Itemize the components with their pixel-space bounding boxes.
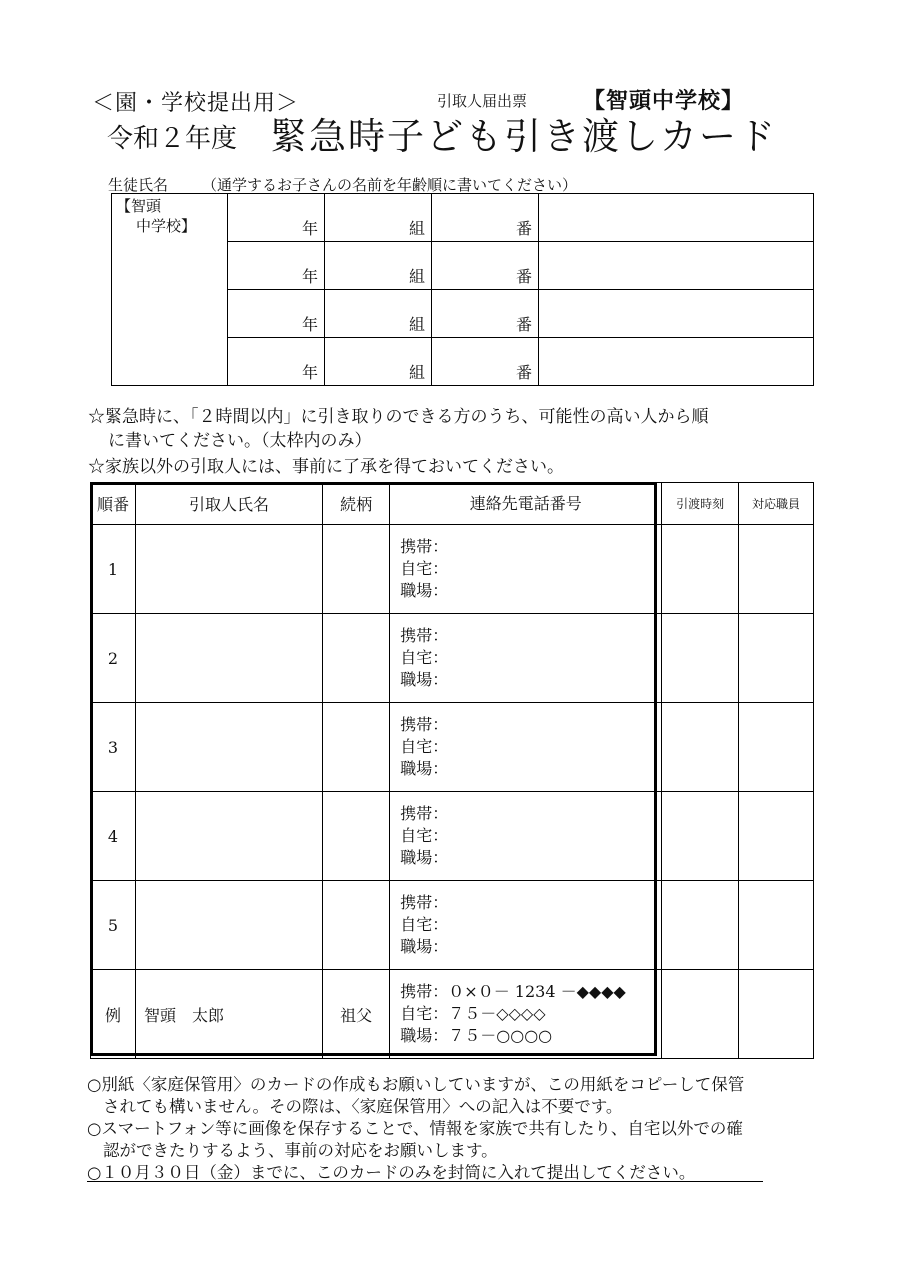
student-name-field[interactable]	[539, 242, 814, 290]
header-no: 順番	[91, 483, 136, 525]
number-field[interactable]: 番	[432, 242, 539, 290]
example-home: 自宅：７５－◇◇◇◇	[400, 1004, 546, 1023]
instruction-note-1: ☆緊急時に、「２時間以内」に引き取りのできる方のうち、可能性の高い人から順	[88, 407, 709, 427]
mobile-label: 携帯：	[400, 537, 449, 556]
staff-field[interactable]	[739, 703, 814, 792]
home-label: 自宅：	[400, 648, 449, 667]
work-label: 職場：	[400, 937, 449, 956]
header-time: 引渡時刻	[662, 483, 739, 525]
number-field[interactable]: 番	[432, 338, 539, 386]
staff-field[interactable]	[739, 614, 814, 703]
student-row	[112, 194, 814, 242]
grade-field[interactable]: 年	[228, 290, 325, 338]
header-tel: 連絡先電話番号	[390, 483, 662, 525]
grade-field[interactable]: 年	[228, 242, 325, 290]
mobile-label: 携帯：	[400, 715, 449, 734]
row-number: 4	[91, 792, 136, 881]
footer-underline	[87, 1181, 763, 1182]
table-row	[91, 792, 814, 881]
tel-field[interactable]	[390, 525, 662, 614]
row-number: 3	[91, 703, 136, 792]
mobile-label: 携帯：	[400, 893, 449, 912]
table-row	[91, 703, 814, 792]
school-label-line2: 中学校】	[136, 217, 197, 235]
class-field[interactable]: 組	[325, 242, 432, 290]
example-time	[662, 970, 739, 1059]
handover-time-field[interactable]	[662, 703, 739, 792]
number-field[interactable]: 番	[432, 194, 539, 242]
pickup-name-field[interactable]	[136, 881, 323, 970]
class-field[interactable]: 組	[325, 338, 432, 386]
class-field[interactable]: 組	[325, 290, 432, 338]
work-label: 職場：	[400, 581, 449, 600]
school-tag: 【智頭中学校】	[583, 88, 745, 114]
submit-for-label: ＜園・学校提出用＞	[92, 91, 300, 116]
home-label: 自宅：	[400, 737, 449, 756]
example-row	[91, 970, 814, 1059]
student-name-field[interactable]	[539, 290, 814, 338]
home-label: 自宅：	[400, 826, 449, 845]
instruction-note-1-cont: に書いてください。（太枠内のみ）	[108, 431, 372, 451]
pickup-name-field[interactable]	[136, 614, 323, 703]
grade-field[interactable]: 年	[228, 338, 325, 386]
example-relation: 祖父	[323, 970, 390, 1059]
table-header-row	[91, 483, 814, 525]
relation-field[interactable]	[323, 614, 390, 703]
home-label: 自宅：	[400, 559, 449, 578]
tel-field[interactable]	[390, 792, 662, 881]
row-number: 1	[91, 525, 136, 614]
tel-field[interactable]	[390, 703, 662, 792]
school-label-cell	[112, 194, 228, 386]
relation-field[interactable]	[323, 881, 390, 970]
pickup-person-table	[90, 482, 814, 1059]
handover-time-field[interactable]	[662, 614, 739, 703]
table-row	[91, 881, 814, 970]
staff-field[interactable]	[739, 792, 814, 881]
handover-time-field[interactable]	[662, 881, 739, 970]
staff-field[interactable]	[739, 525, 814, 614]
page-title: 緊急時子ども引き渡しカード	[270, 115, 777, 158]
footer-note-3: ○１０月３０日（金）までに、このカードのみを封筒に入れて提出してください。	[87, 1163, 696, 1182]
tel-field[interactable]	[390, 614, 662, 703]
staff-field[interactable]	[739, 881, 814, 970]
pickup-name-field[interactable]	[136, 792, 323, 881]
relation-field[interactable]	[323, 792, 390, 881]
pickup-name-field[interactable]	[136, 703, 323, 792]
mobile-label: 携帯：	[400, 626, 449, 645]
table-row	[91, 614, 814, 703]
handover-time-field[interactable]	[662, 525, 739, 614]
example-staff	[739, 970, 814, 1059]
work-label: 職場：	[400, 670, 449, 689]
header-name: 引取人氏名	[136, 483, 323, 525]
grade-field[interactable]: 年	[228, 194, 325, 242]
class-field[interactable]: 組	[325, 194, 432, 242]
header-relation: 続柄	[323, 483, 390, 525]
row-number: 2	[91, 614, 136, 703]
school-label-line1: 【智頭	[116, 197, 162, 215]
work-label: 職場：	[400, 848, 449, 867]
student-name-note: （通学するお子さんの名前を年齢順に書いてください）	[202, 176, 578, 194]
relation-field[interactable]	[323, 525, 390, 614]
example-label: 例	[91, 970, 136, 1059]
table-row	[91, 525, 814, 614]
footer-note-1: ○別紙〈家庭保管用〉のカードの作成もお願いしていますが、この用紙をコピーして保管	[87, 1075, 745, 1094]
row-number: 5	[91, 881, 136, 970]
footer-note-2: ○スマートフォン等に画像を保存することで、情報を家族で共有したり、自宅以外での確	[87, 1119, 743, 1138]
home-label: 自宅：	[400, 915, 449, 934]
student-name-field[interactable]	[539, 338, 814, 386]
example-mobile: 携帯：０×０－ 1234 －◆◆◆◆	[400, 982, 626, 1001]
mobile-label: 携帯：	[400, 804, 449, 823]
pickup-name-field[interactable]	[136, 525, 323, 614]
footer-note-1-cont: されても構いません。その際は、〈家庭保管用〉への記入は不要です。	[103, 1097, 623, 1116]
example-tel	[390, 970, 662, 1059]
handover-time-field[interactable]	[662, 792, 739, 881]
fiscal-year: 令和２年度	[107, 124, 238, 154]
student-name-label: 生徒氏名	[108, 176, 169, 194]
student-name-field[interactable]	[539, 194, 814, 242]
relation-field[interactable]	[323, 703, 390, 792]
header-staff: 対応職員	[739, 483, 814, 525]
instruction-note-2: ☆家族以外の引取人には、事前に了承を得ておいてください。	[88, 457, 564, 477]
form-type-label: 引取人届出票	[437, 92, 528, 110]
example-name: 智頭 太郎	[136, 970, 323, 1059]
example-work: 職場：７５－○○○○	[400, 1026, 553, 1045]
number-field[interactable]: 番	[432, 290, 539, 338]
tel-field[interactable]	[390, 881, 662, 970]
footer-note-2-cont: 認ができたりするよう、事前の対応をお願いします。	[103, 1141, 498, 1160]
work-label: 職場：	[400, 759, 449, 778]
student-table	[111, 193, 814, 386]
